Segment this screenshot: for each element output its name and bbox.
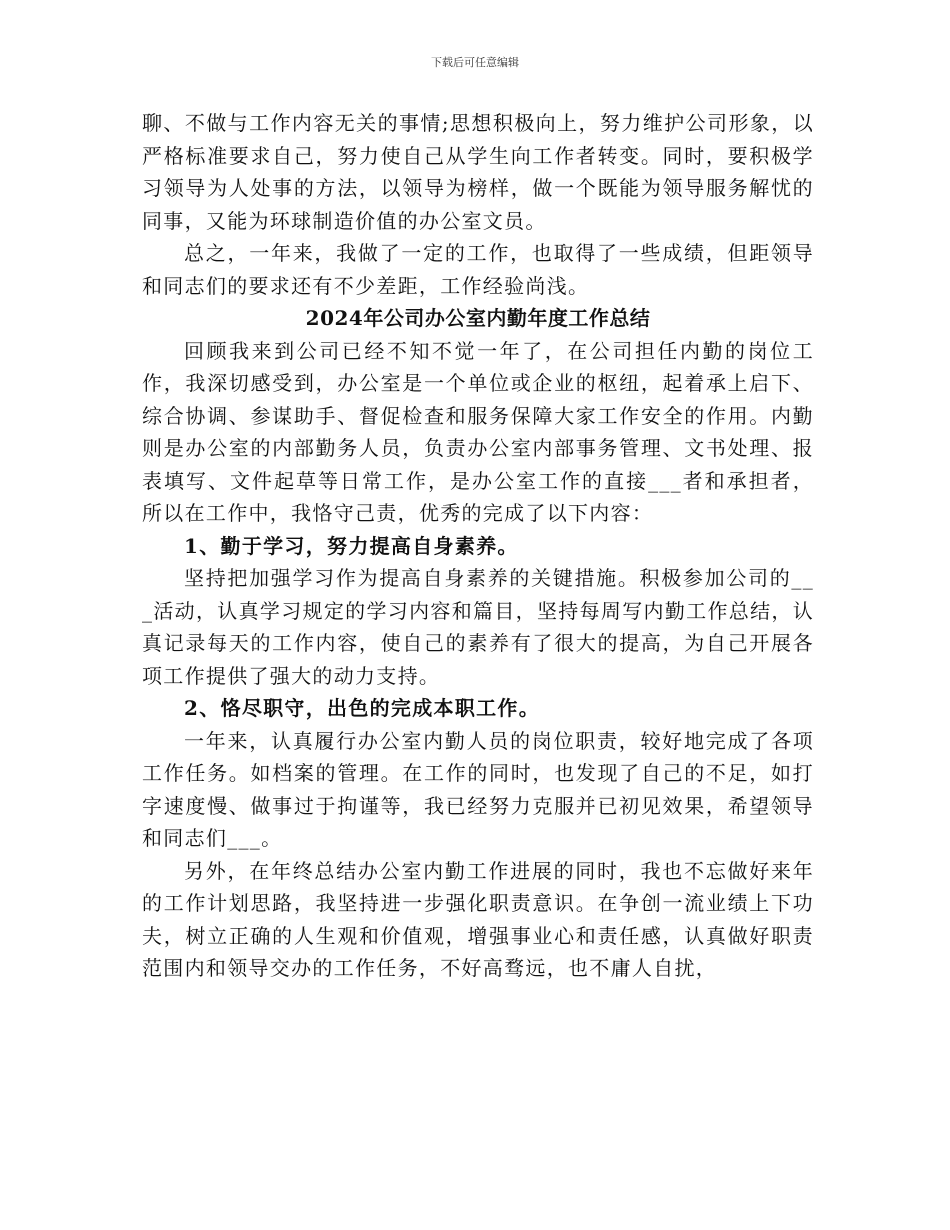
- document-body: [142, 107, 814, 985]
- paragraph-continuation: 聊、不做与工作内容无关的事情;思想积极向上，努力维护公司形象，以严格标准要求自己，努力使自己从学生向工作者转变。同时，要积极学习领导为人处事的方法，以领导为榜样，做一个既能为领导服务解忧的同事，又能为环球制造价值的办公室文员。: [142, 111, 814, 233]
- paragraph-summary: 总之，一年来，我做了一定的工作，也取得了一些成绩，但距领导和同志们的要求还有不少差距，工作经验尚浅。: [142, 241, 814, 298]
- paragraph-study: 坚持把加强学习作为提高自身素养的关键措施。积极参加公司的___活动，认真学习规定的学习内容和篇目，坚持每周写内勤工作总结，认真记录每天的工作内容，使自己的素养有了很大的提高，为自己开展各项工作提供了强大的动力支持。: [142, 566, 814, 688]
- paragraph-duty: 一年来，认真履行办公室内勤人员的岗位职责，较好地完成了各项工作任务。如档案的管理。在工作的同时，也发现了自己的不足，如打字速度慢、做事过于拘谨等，我已经努力克服并已初见效果，希望领导和同志们___。: [142, 728, 814, 850]
- paragraph-plan: 另外，在年终总结办公室内勤工作进展的同时，我也不忘做好来年的工作计划思路，我坚持进一步强化职责意识。在争创一流业绩上下功夫，树立正确的人生观和价值观，增强事业心和责任感，认真做好职责范围内和领导交办的工作任务，不好高骛远，也不庸人自扰，: [142, 858, 814, 980]
- page-header: 下载后可任意编辑: [431, 56, 519, 69]
- section-heading-1: 1、勤于学习，努力提高自身素养。: [184, 533, 519, 558]
- section-heading-2: 2、恪尽职守，出色的完成本职工作。: [184, 696, 541, 720]
- paragraph-intro: 回顾我来到公司已经不知不觉一年了，在公司担任内勤的岗位工作，我深切感受到，办公室是一个单位或企业的枢纽，起着承上启下、综合协调、参谋助手、督促检查和服务保障大家工作安全的作用。内勤则是办公室的内部勤务人员，负责办公室内部事务管理、文书处理、报表填写、文件起草等日常工作，是办公室工作的直接___者和承担者，所以在工作中，我恪守己责，优秀的完成了以下内容：: [142, 338, 814, 525]
- document-title: 2024年公司办公室内勤年度工作总结: [305, 306, 651, 330]
